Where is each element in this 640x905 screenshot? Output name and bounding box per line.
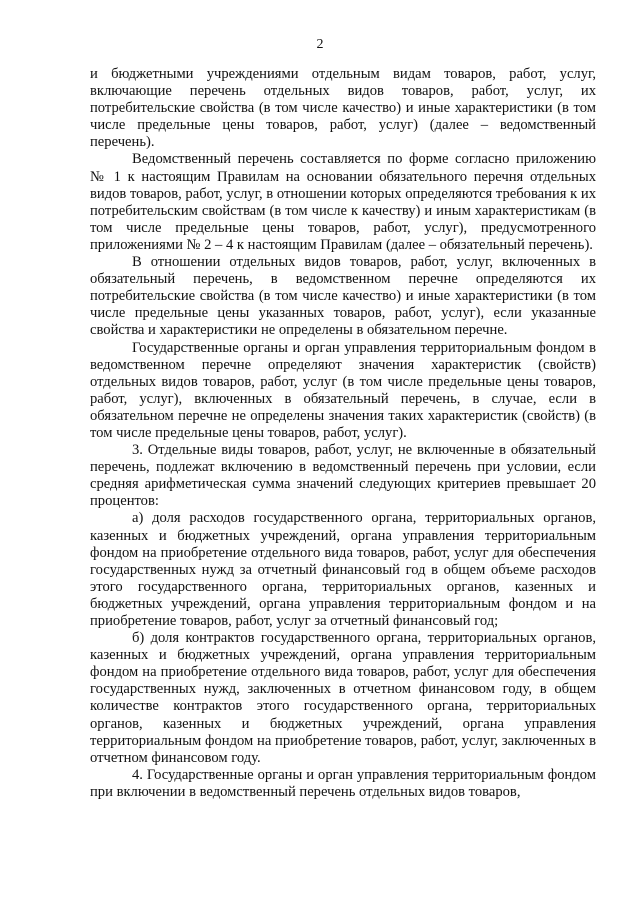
paragraph-state-bodies: Государственные органы и орган управления территориальным фондом в ведомственном перечне определяют значения характеристик (свойств) отдельных видов товаров, работ, услуг (в том числе предельные цены товаров, работ, услуг), включенных в обязательный перечень, в случае, если в обязательном перечне не определены значения таких характеристик (свойств) (в том числе предельные цены товаров, работ, услуг). (90, 339, 596, 441)
paragraph-item-3b: б) доля контрактов государственного органа, территориальных органов, казенных и бюджетных учреждений, органа управления территориальным фондом на приобретение отдельного вида товаров, работ, услуг для обеспечения государственных нужд, заключенных в отчетном финансовом году, в общем количестве контрактов этого государственного органа, территориальных органов, казенных и бюджетных учреждений, органа управления территориальным фондом на приобретение товаров, работ, услуг, заключенных в отчетном финансовом году. (90, 630, 596, 766)
page-number: 2 (316, 37, 324, 52)
paragraph-continuation: и бюджетными учреждениями отдельным видам товаров, работ, услуг, включающие перечень отдельных видов товаров, работ, услуг, их потребительские свойства (в том числе качество) и иные характеристики (в том числе предельные цены товаров, работ, услуг) (далее – ведомственный перечень). (90, 66, 596, 151)
document-body (90, 66, 596, 801)
paragraph-mandatory-list-items: В отношении отдельных видов товаров, работ, услуг, включенных в обязательный перечень, в ведомственном перечне определяются их потребительские свойства (в том числе качество) и иные характеристики (в том числе предельные цены указанных товаров, работ, услуг), если указанные свойства и характеристики не определены в обязательном перечне. (90, 254, 596, 339)
paragraph-item-4: 4. Государственные органы и орган управления территориальным фондом при включении в ведомственный перечень отдельных видов товаров, (90, 766, 596, 800)
paragraph-item-3: 3. Отдельные виды товаров, работ, услуг, не включенные в обязательный перечень, подлежат включению в ведомственный перечень при условии, если средняя арифметическая сумма значений следующих критериев превышает 20 процентов: (90, 442, 596, 510)
paragraph-item-3a: а) доля расходов государственного органа, территориальных органов, казенных и бюджетных учреждений, органа управления территориальным фондом на приобретение отдельного вида товаров, работ, услуг для обеспечения государственных нужд за отчетный финансовый год в общем объеме расходов этого государственного органа, территориальных органов, казенных и бюджетных учреждений, органа управления территориальным фондом и на приобретение товаров, работ, услуг за отчетный финансовый год; (90, 510, 596, 629)
paragraph-departmental-list: Ведомственный перечень составляется по форме согласно приложению № 1 к настоящим Правилам на основании обязательного перечня отдельных видов товаров, работ, услуг, в отношении которых определяются требования к их потребительским свойствам (в том числе к качеству) и иным характеристикам (в том числе предельные цены товаров, работ, услуг), предусмотренного приложениями № 2 – 4 к настоящим Правилам (далее – обязательный перечень). (90, 151, 596, 253)
